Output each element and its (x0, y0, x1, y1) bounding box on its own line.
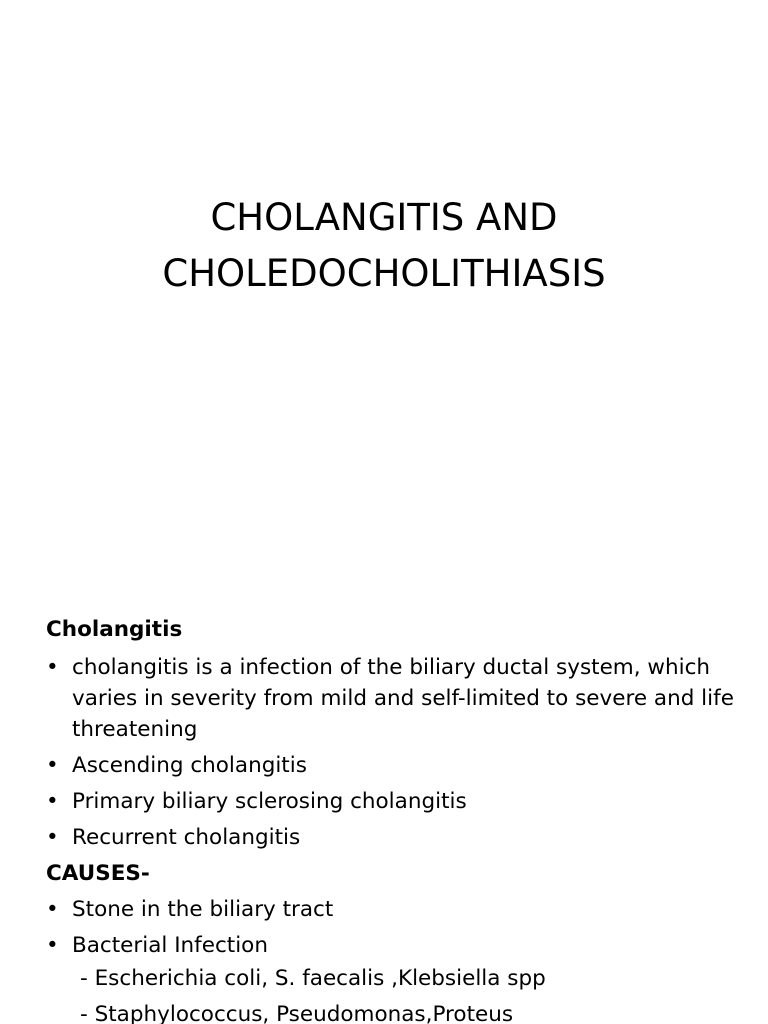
list-item (46, 822, 736, 853)
causes-heading: CAUSES- (46, 861, 150, 886)
bullet-icon: • (46, 655, 59, 680)
bullet-icon: • (46, 825, 59, 850)
title-line-2: CHOLEDOCHOLITHIASIS (162, 252, 606, 295)
list-item (46, 786, 736, 817)
list-item (46, 750, 736, 781)
list-item-text: Bacterial Infection (72, 933, 268, 958)
slide-title (0, 190, 768, 302)
list-item-text: Recurrent cholangitis (72, 825, 301, 850)
bullet-icon: • (46, 753, 59, 778)
sub-list-item: - Escherichia coli, S. faecalis ,Klebsiella spp (80, 966, 546, 991)
list-item (46, 894, 736, 925)
list-item-text: Stone in the biliary tract (72, 897, 334, 922)
list-item-text: Primary biliary sclerosing cholangitis (72, 789, 467, 814)
bullet-icon: • (46, 789, 59, 814)
section-heading: Cholangitis (46, 617, 183, 642)
list-item (46, 652, 736, 745)
list-item-text: Ascending cholangitis (72, 753, 307, 778)
slide-content (46, 612, 736, 1024)
list-item-text: cholangitis is a infection of the biliary ductal system, which varies in severity from mild and self-limited to severe and life threatening (72, 655, 734, 742)
bullet-icon: • (46, 897, 59, 922)
bullet-icon: • (46, 933, 59, 958)
definition-list (46, 652, 736, 853)
title-line-1: CHOLANGITIS AND (210, 196, 558, 239)
sub-list-item: - Staphylococcus, Pseudomonas,Proteus (80, 1002, 514, 1024)
causes-list (46, 894, 736, 961)
list-item (46, 930, 736, 961)
